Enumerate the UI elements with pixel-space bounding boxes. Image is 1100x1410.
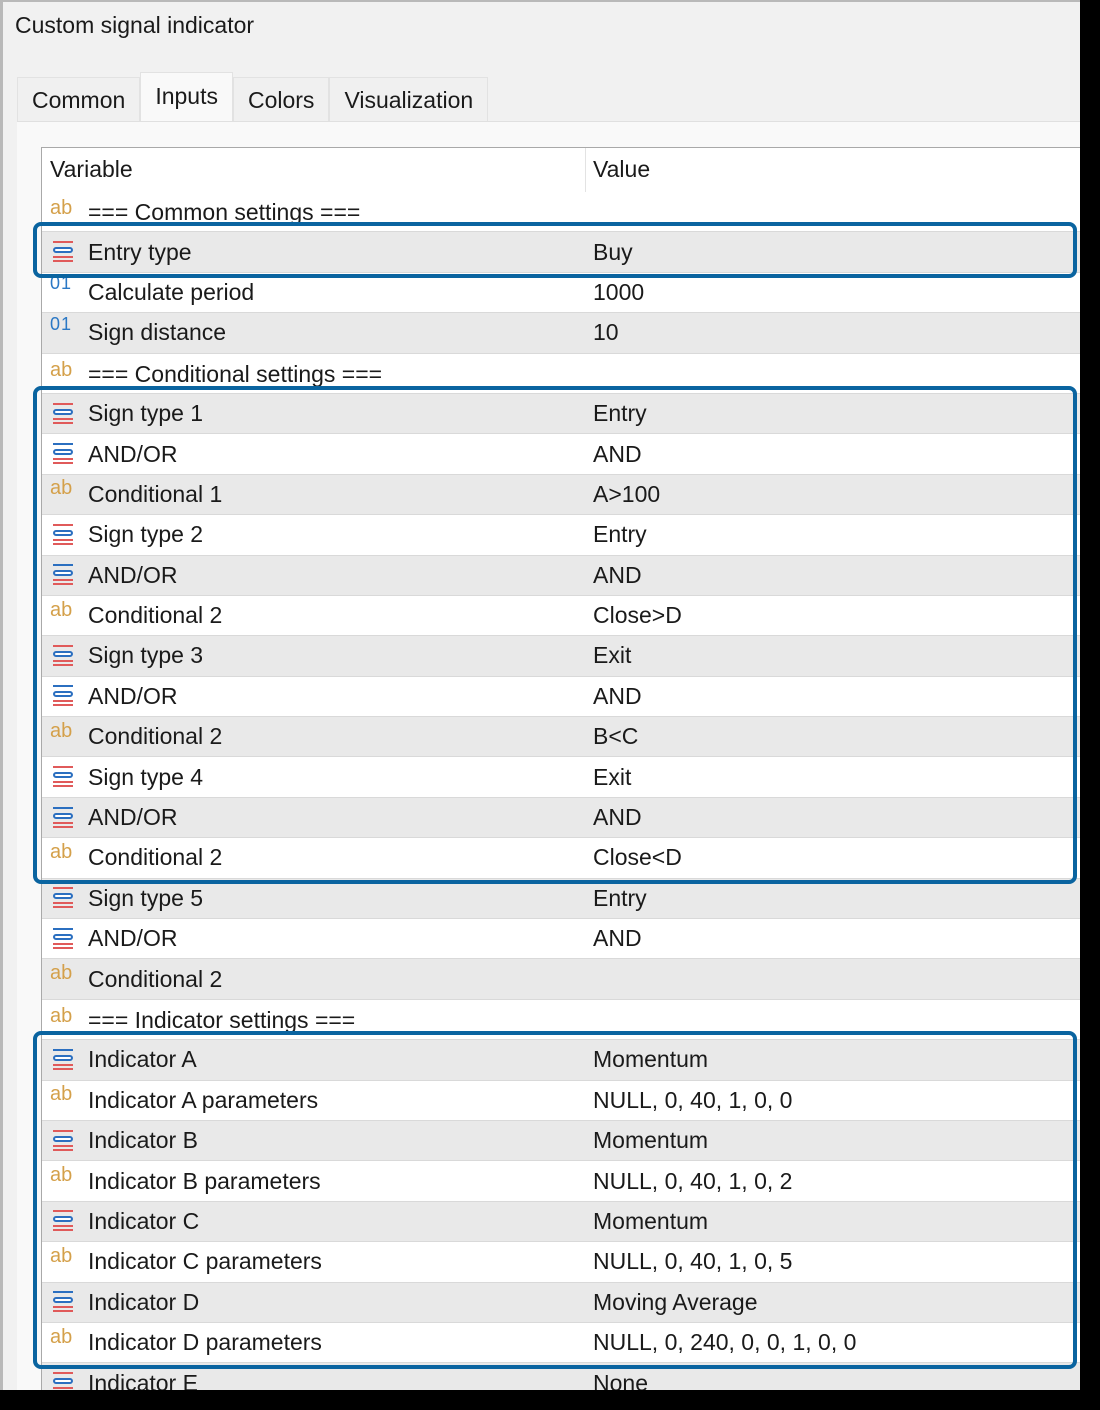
value-cell[interactable]: [593, 1202, 708, 1241]
value-cell[interactable]: [593, 1081, 792, 1120]
value-text: Momentum: [593, 1127, 709, 1154]
tab-strip: [17, 74, 488, 122]
enum-type-icon: [50, 1129, 78, 1153]
value-text: AND: [593, 925, 642, 952]
value-text: NULL, 0, 240, 0, 0, 1, 0, 0: [593, 1329, 857, 1356]
value-text: Exit: [593, 763, 632, 790]
variable-cell: [50, 798, 177, 837]
window-title: Custom signal indicator: [15, 12, 255, 38]
variable-name: Indicator E: [88, 1369, 198, 1390]
string-type-icon: ab: [50, 1325, 73, 1348]
value-text: A>100: [593, 480, 661, 507]
value-text: Moving Average: [593, 1288, 758, 1315]
variable-cell: [50, 717, 222, 756]
variable-name: Conditional 1: [88, 480, 223, 507]
variable-name: AND/OR: [88, 804, 178, 831]
variable-cell: [50, 313, 226, 352]
table-row[interactable]: [42, 232, 1080, 272]
variable-name: Conditional 2: [88, 602, 223, 629]
value-text: Close<D: [593, 844, 682, 871]
enum-type-icon: [50, 886, 78, 910]
variable-cell: [50, 232, 192, 271]
variable-name: Conditional 2: [88, 723, 223, 750]
value-cell[interactable]: [593, 717, 638, 756]
variable-name: Indicator A: [88, 1046, 197, 1073]
value-cell[interactable]: [593, 1161, 792, 1200]
variable-name: Indicator D: [88, 1288, 200, 1315]
variable-name: AND/OR: [88, 561, 178, 588]
tab-common[interactable]: Common: [17, 77, 140, 122]
variable-cell: [50, 434, 177, 473]
table-row[interactable]: [42, 879, 1080, 919]
variable-name: === Conditional settings ===: [88, 360, 383, 387]
string-type-icon: ab: [50, 840, 73, 863]
enum-type-icon: [50, 1048, 78, 1072]
table-row[interactable]: [42, 273, 1080, 313]
table-body: [42, 192, 1080, 1390]
value-text: AND: [593, 440, 642, 467]
table-row[interactable]: [42, 1202, 1080, 1242]
table-row[interactable]: [42, 717, 1080, 757]
column-header-value[interactable]: Value: [593, 156, 651, 182]
string-type-icon: ab: [50, 197, 73, 219]
value-text: AND: [593, 561, 642, 588]
value-text: Buy: [593, 238, 633, 265]
variable-cell: [50, 1081, 318, 1120]
table-row[interactable]: [42, 1040, 1080, 1080]
value-cell[interactable]: [593, 757, 631, 796]
variable-name: Entry type: [88, 238, 192, 265]
value-cell[interactable]: [593, 677, 642, 716]
string-type-icon: ab: [50, 1083, 73, 1106]
enum-type-icon: [50, 806, 78, 830]
value-text: AND: [593, 804, 642, 831]
variable-name: Indicator D parameters: [88, 1329, 322, 1356]
table-row[interactable]: [42, 434, 1080, 474]
variable-name: Sign distance: [88, 319, 227, 346]
table-row[interactable]: [42, 1000, 1080, 1040]
value-cell[interactable]: [593, 596, 682, 635]
value-text: 10: [593, 319, 619, 346]
table-row[interactable]: [42, 556, 1080, 596]
variable-name: Conditional 2: [88, 965, 223, 992]
table-row[interactable]: [42, 1161, 1080, 1201]
value-text: 1000: [593, 278, 645, 305]
enum-type-icon: [50, 927, 78, 951]
column-header-variable[interactable]: Variable: [50, 156, 133, 182]
enum-type-icon: [50, 644, 78, 668]
variable-cell: [50, 1363, 198, 1390]
enum-type-icon: [50, 563, 78, 587]
variable-cell: [50, 959, 222, 998]
variable-name: Indicator B: [88, 1127, 198, 1154]
variable-cell: [50, 1161, 321, 1200]
number-type-icon: 01: [50, 273, 73, 294]
variable-cell: [50, 1000, 355, 1034]
table-row[interactable]: [42, 515, 1080, 555]
variable-cell: [50, 475, 222, 514]
variable-cell: [50, 1040, 197, 1079]
table-row[interactable]: [42, 1081, 1080, 1121]
value-text: Momentum: [593, 1046, 709, 1073]
variable-name: Indicator C: [88, 1207, 200, 1234]
string-type-icon: ab: [50, 477, 73, 500]
variable-cell: [50, 1323, 322, 1362]
value-cell[interactable]: [593, 313, 619, 352]
value-cell[interactable]: [593, 1363, 648, 1390]
variable-name: Indicator C parameters: [88, 1248, 322, 1275]
variable-name: === Indicator settings ===: [88, 1006, 356, 1033]
value-text: Entry: [593, 521, 647, 548]
variable-name: AND/OR: [88, 682, 178, 709]
table-row[interactable]: [42, 798, 1080, 838]
table-row[interactable]: [42, 596, 1080, 636]
value-cell[interactable]: [593, 1283, 758, 1322]
string-type-icon: ab: [50, 719, 73, 742]
table-row[interactable]: [42, 1363, 1080, 1390]
value-cell[interactable]: [593, 273, 644, 312]
enum-type-icon: [50, 1371, 78, 1390]
table-row[interactable]: [42, 1323, 1080, 1363]
value-cell[interactable]: [593, 798, 642, 837]
string-type-icon: ab: [50, 598, 73, 621]
table-row[interactable]: [42, 1283, 1080, 1323]
value-cell[interactable]: [593, 232, 633, 271]
value-cell[interactable]: [593, 475, 660, 514]
variable-cell: [50, 1202, 199, 1241]
variable-name: Indicator B parameters: [88, 1167, 321, 1194]
variable-cell: [50, 515, 203, 554]
value-cell[interactable]: [593, 1040, 708, 1079]
value-text: Entry: [593, 884, 647, 911]
variable-cell: [50, 1242, 322, 1281]
variable-name: AND/OR: [88, 440, 178, 467]
table-row[interactable]: [42, 636, 1080, 676]
variable-name: Sign type 4: [88, 763, 204, 790]
variable-name: Sign type 5: [88, 884, 204, 911]
variable-cell: [50, 677, 177, 716]
variable-cell: [50, 919, 177, 958]
table-row[interactable]: [42, 1242, 1080, 1282]
value-text: Exit: [593, 642, 632, 669]
variable-cell: [50, 636, 203, 675]
string-type-icon: ab: [50, 962, 73, 985]
table-header: [42, 148, 1080, 192]
variable-cell: [50, 596, 222, 635]
variable-cell: [50, 1121, 198, 1160]
variable-name: Conditional 2: [88, 844, 223, 871]
variable-name: AND/OR: [88, 925, 178, 952]
variable-cell: [50, 879, 203, 918]
enum-type-icon: [50, 684, 78, 708]
table-row[interactable]: [42, 354, 1080, 394]
table-row[interactable]: [42, 838, 1080, 878]
number-type-icon: 01: [50, 313, 73, 334]
variable-name: Calculate period: [88, 278, 255, 305]
table-row[interactable]: [42, 313, 1080, 353]
variable-cell: [50, 1283, 199, 1322]
table-row[interactable]: [42, 959, 1080, 999]
enum-type-icon: [50, 523, 78, 547]
enum-type-icon: [50, 1209, 78, 1233]
variable-name: Sign type 1: [88, 400, 204, 427]
value-cell[interactable]: [593, 1242, 792, 1281]
value-cell[interactable]: [593, 636, 631, 675]
variable-name: Sign type 2: [88, 521, 204, 548]
enum-type-icon: [50, 402, 78, 426]
table-row[interactable]: [42, 757, 1080, 797]
inputs-table: [41, 147, 1080, 1390]
value-cell[interactable]: [593, 838, 682, 877]
tab-colors[interactable]: Colors: [233, 77, 329, 122]
table-row[interactable]: [42, 394, 1080, 434]
value-cell[interactable]: [593, 434, 642, 473]
string-type-icon: ab: [50, 1004, 73, 1027]
value-text: NULL, 0, 40, 1, 0, 2: [593, 1167, 793, 1194]
value-cell[interactable]: [593, 879, 647, 918]
value-text: NULL, 0, 40, 1, 0, 0: [593, 1086, 793, 1113]
value-cell[interactable]: [593, 556, 642, 595]
string-type-icon: ab: [50, 358, 73, 381]
string-type-icon: ab: [50, 1164, 73, 1187]
value-cell[interactable]: [593, 1121, 708, 1160]
value-text: NULL, 0, 40, 1, 0, 5: [593, 1248, 793, 1275]
variable-name: Indicator A parameters: [88, 1086, 319, 1113]
value-text: Momentum: [593, 1207, 709, 1234]
value-text: None: [593, 1369, 648, 1390]
variable-name: === Common settings ===: [88, 199, 361, 225]
table-row[interactable]: [42, 192, 1080, 232]
tab-visualization[interactable]: Visualization: [329, 77, 488, 122]
enum-type-icon: [50, 1290, 78, 1314]
variable-cell: [50, 757, 203, 796]
tab-inputs[interactable]: Inputs: [140, 72, 233, 122]
table-row[interactable]: [42, 677, 1080, 717]
enum-type-icon: [50, 240, 78, 264]
value-text: B<C: [593, 723, 639, 750]
table-row[interactable]: [42, 919, 1080, 959]
value-cell[interactable]: [593, 919, 642, 958]
variable-name: Sign type 3: [88, 642, 204, 669]
value-text: AND: [593, 682, 642, 709]
value-text: Entry: [593, 400, 647, 427]
variable-cell: [50, 273, 254, 312]
value-cell[interactable]: [593, 394, 647, 433]
string-type-icon: ab: [50, 1244, 73, 1267]
table-row[interactable]: [42, 475, 1080, 515]
value-text: Close>D: [593, 602, 682, 629]
variable-cell: [50, 354, 382, 388]
variable-cell: [50, 556, 177, 595]
variable-cell: [50, 838, 222, 877]
enum-type-icon: [50, 442, 78, 466]
value-cell[interactable]: [593, 1323, 856, 1362]
variable-cell: [50, 394, 203, 433]
enum-type-icon: [50, 765, 78, 789]
table-row[interactable]: [42, 1121, 1080, 1161]
variable-cell: [50, 192, 360, 226]
value-cell[interactable]: [593, 515, 647, 554]
